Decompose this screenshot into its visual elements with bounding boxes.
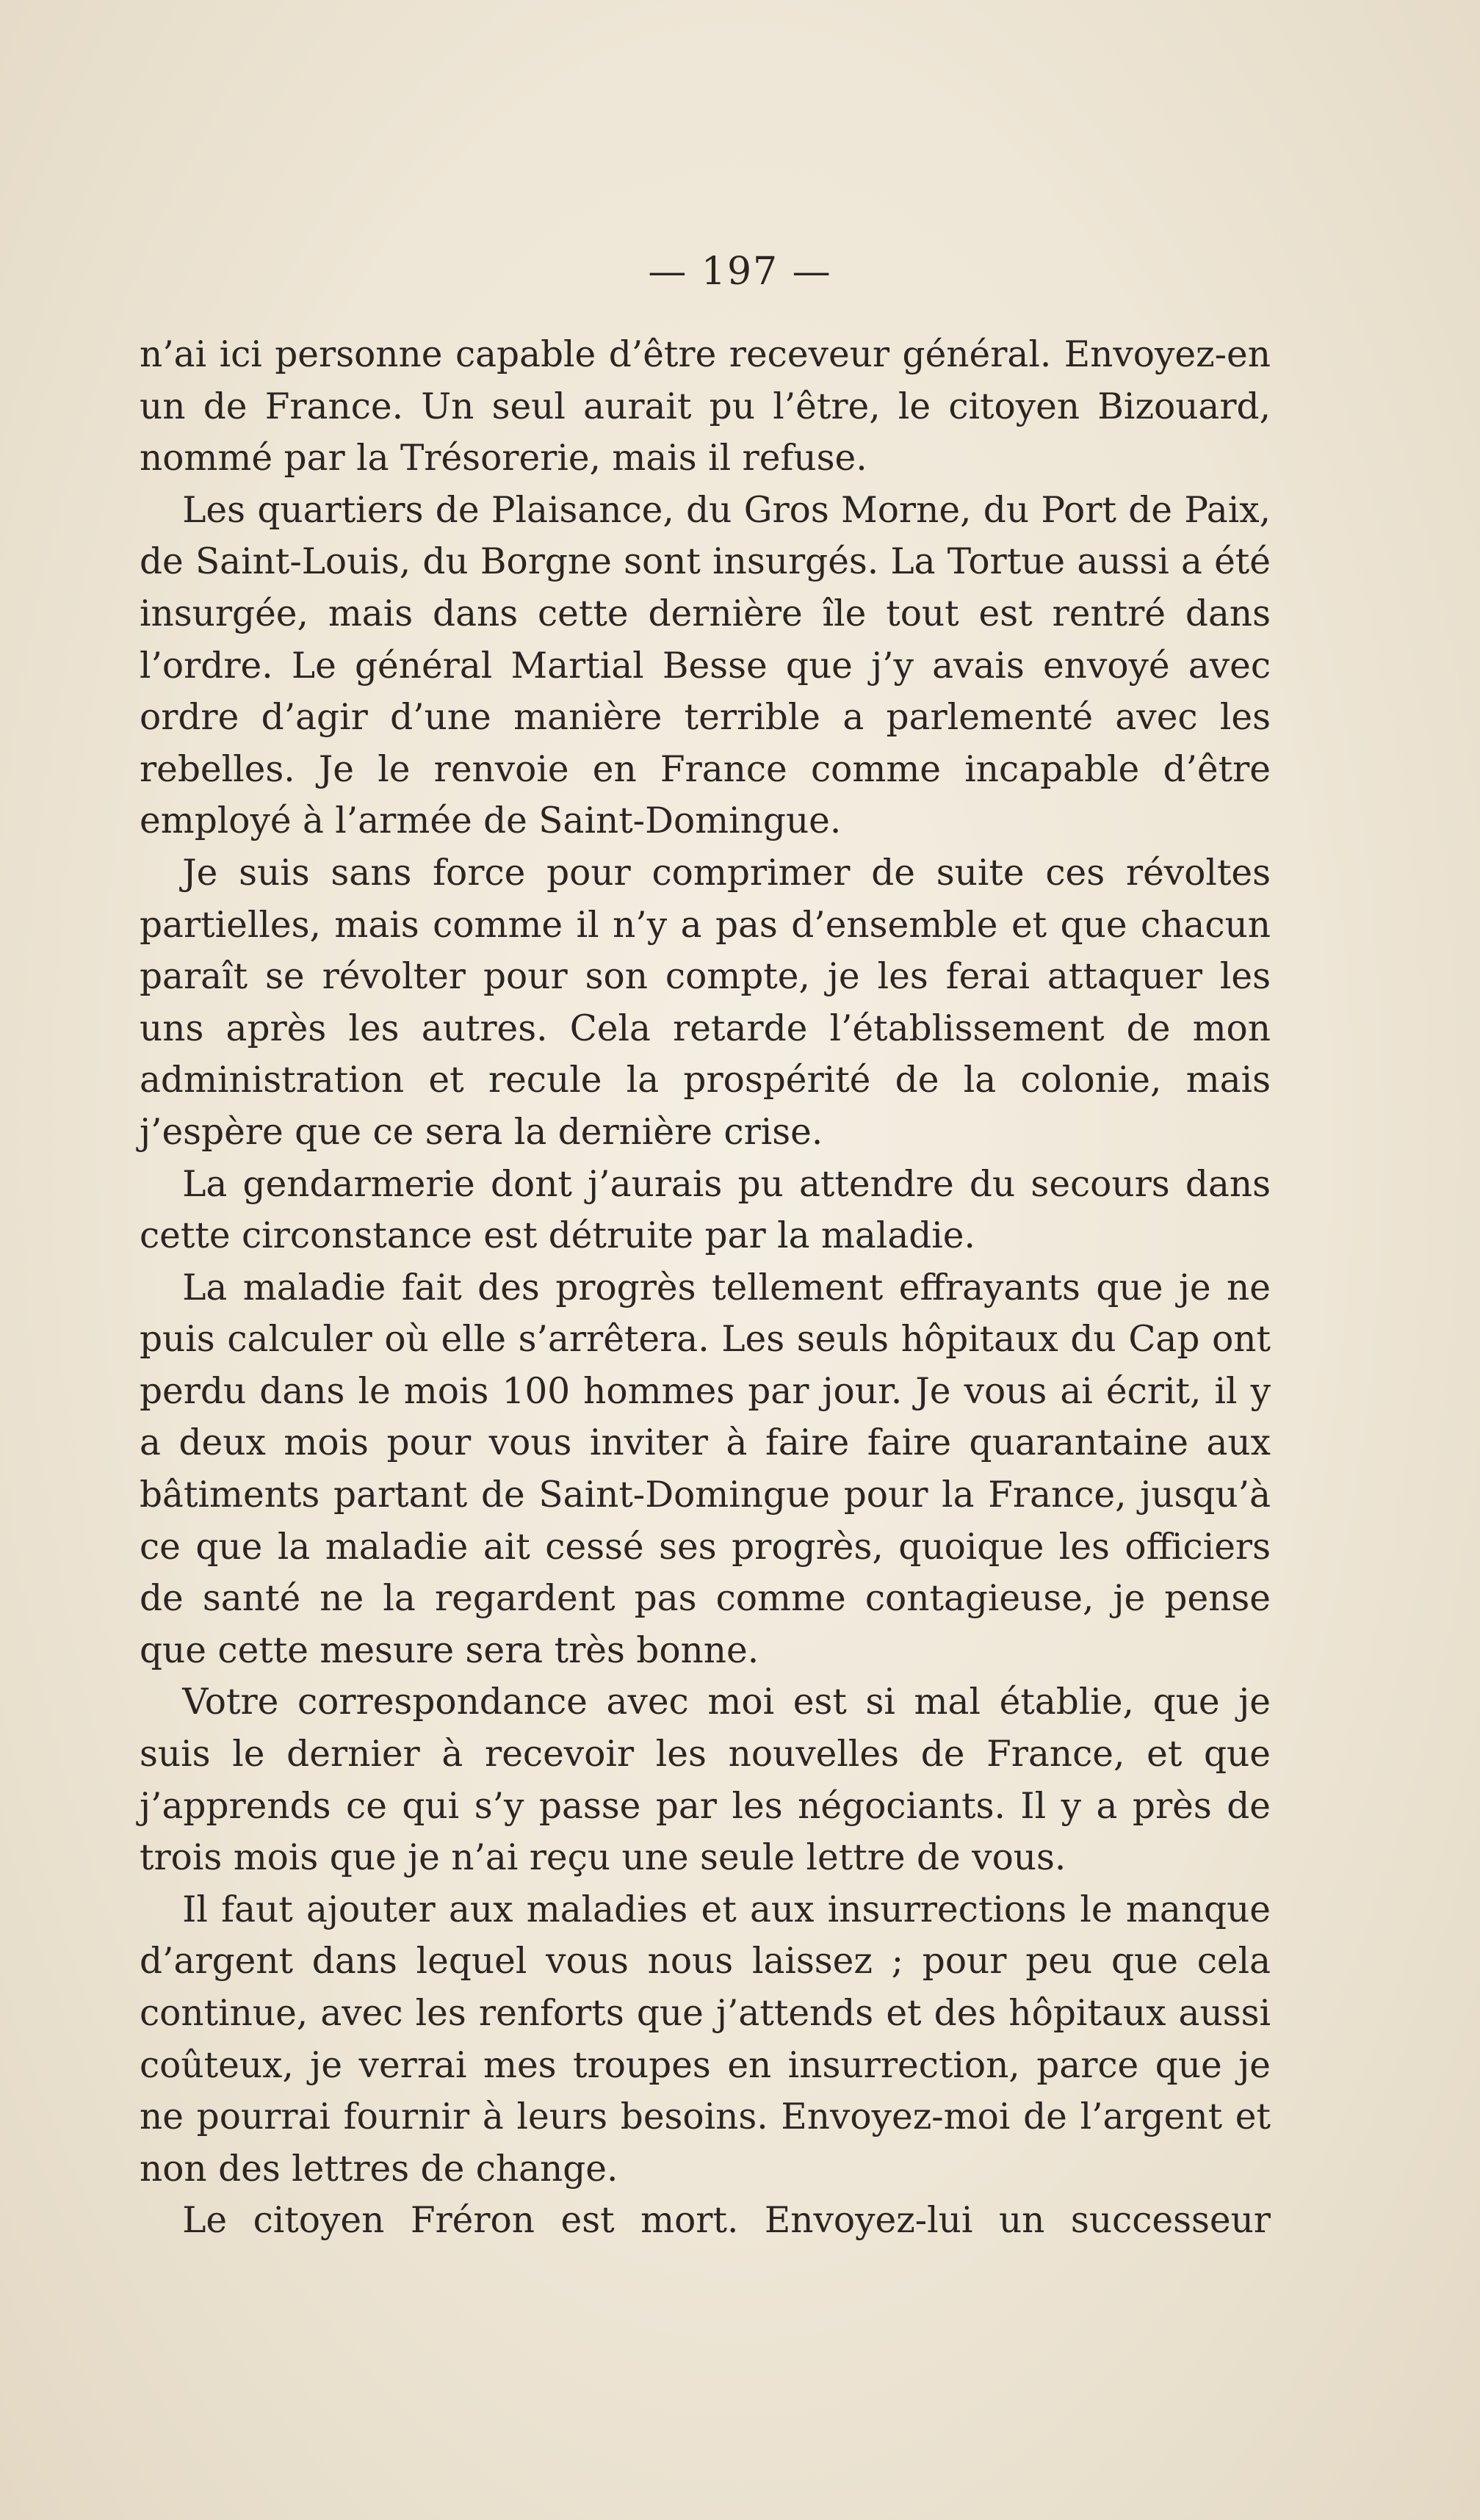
paragraph: n’ai ici personne capable d’être receveur général. Envoyez-en un de France. Un seul aurait pu l’être, le citoyen Bizouard, nommé par la Trésorerie, mais il refuse. <box>140 334 1271 479</box>
body-text <box>140 329 1271 2247</box>
paragraph: Le citoyen Fréron est mort. Envoyez-lui un successeur <box>182 2200 1271 2242</box>
page-number: — 197 — <box>648 250 832 294</box>
paragraph: La gendarmerie dont j’aurais pu attendre du secours dans cette circonstance est détruite par la maladie. <box>140 1163 1271 1257</box>
paragraph: Votre correspondance avec moi est si mal établie, que je suis le dernier à recevoir les nouvelles de France, et que j’apprends ce qui s’y passe par les négociants. Il y a près de trois mois que je n’ai reçu une seule lettre de vous. <box>140 1681 1271 1879</box>
paragraph: Les quartiers de Plaisance, du Gros Morne, du Port de Paix, de Saint-Louis, du Borgne sont insurgés. La Tortue aussi a été insurgée, mais dans cette dernière île tout est rentré dans l’ordre. Le général Martial Besse que j’y avais envoyé avec ordre d’agir d’une manière terrible a parlementé avec les rebelles. Je le renvoie en France comme incapable d’être employé à l’armée de Saint-Domingue. <box>140 489 1271 842</box>
paragraph: Je suis sans force pour comprimer de suite ces révoltes partielles, mais comme il n’y a pas d’ensemble et que chacun paraît se révolter pour son compte, je les ferai attaquer les uns après les autres. Cela retarde l’établissement de mon administration et recule la prospérité de la colonie, mais j’espère que ce sera la dernière crise. <box>140 852 1271 1153</box>
paragraph: Il faut ajouter aux maladies et aux insurrections le manque d’argent dans lequel vous nous laissez ; pour peu que cela continue, avec les renforts que j’attends et des hôpitaux aussi coûteux, je verrai mes troupes en insurrection, parce que je ne pourrai fournir à leurs besoins. Envoyez-moi de l’argent et non des lettres de change. <box>140 1889 1271 2190</box>
paragraph: La maladie fait des progrès tellement effrayants que je ne puis calculer où elle s’arrêtera. Les seuls hôpitaux du Cap ont perdu dans le mois 100 hommes par jour. Je vous ai écrit, il y a deux mois pour vous inviter à faire faire quarantaine aux bâtiments partant de Saint-Domingue pour la France, jusqu’à ce que la maladie ait cessé ses progrès, quoique les officiers de santé ne la regardent pas comme contagieuse, je pense que cette mesure sera très bonne. <box>140 1267 1271 1671</box>
